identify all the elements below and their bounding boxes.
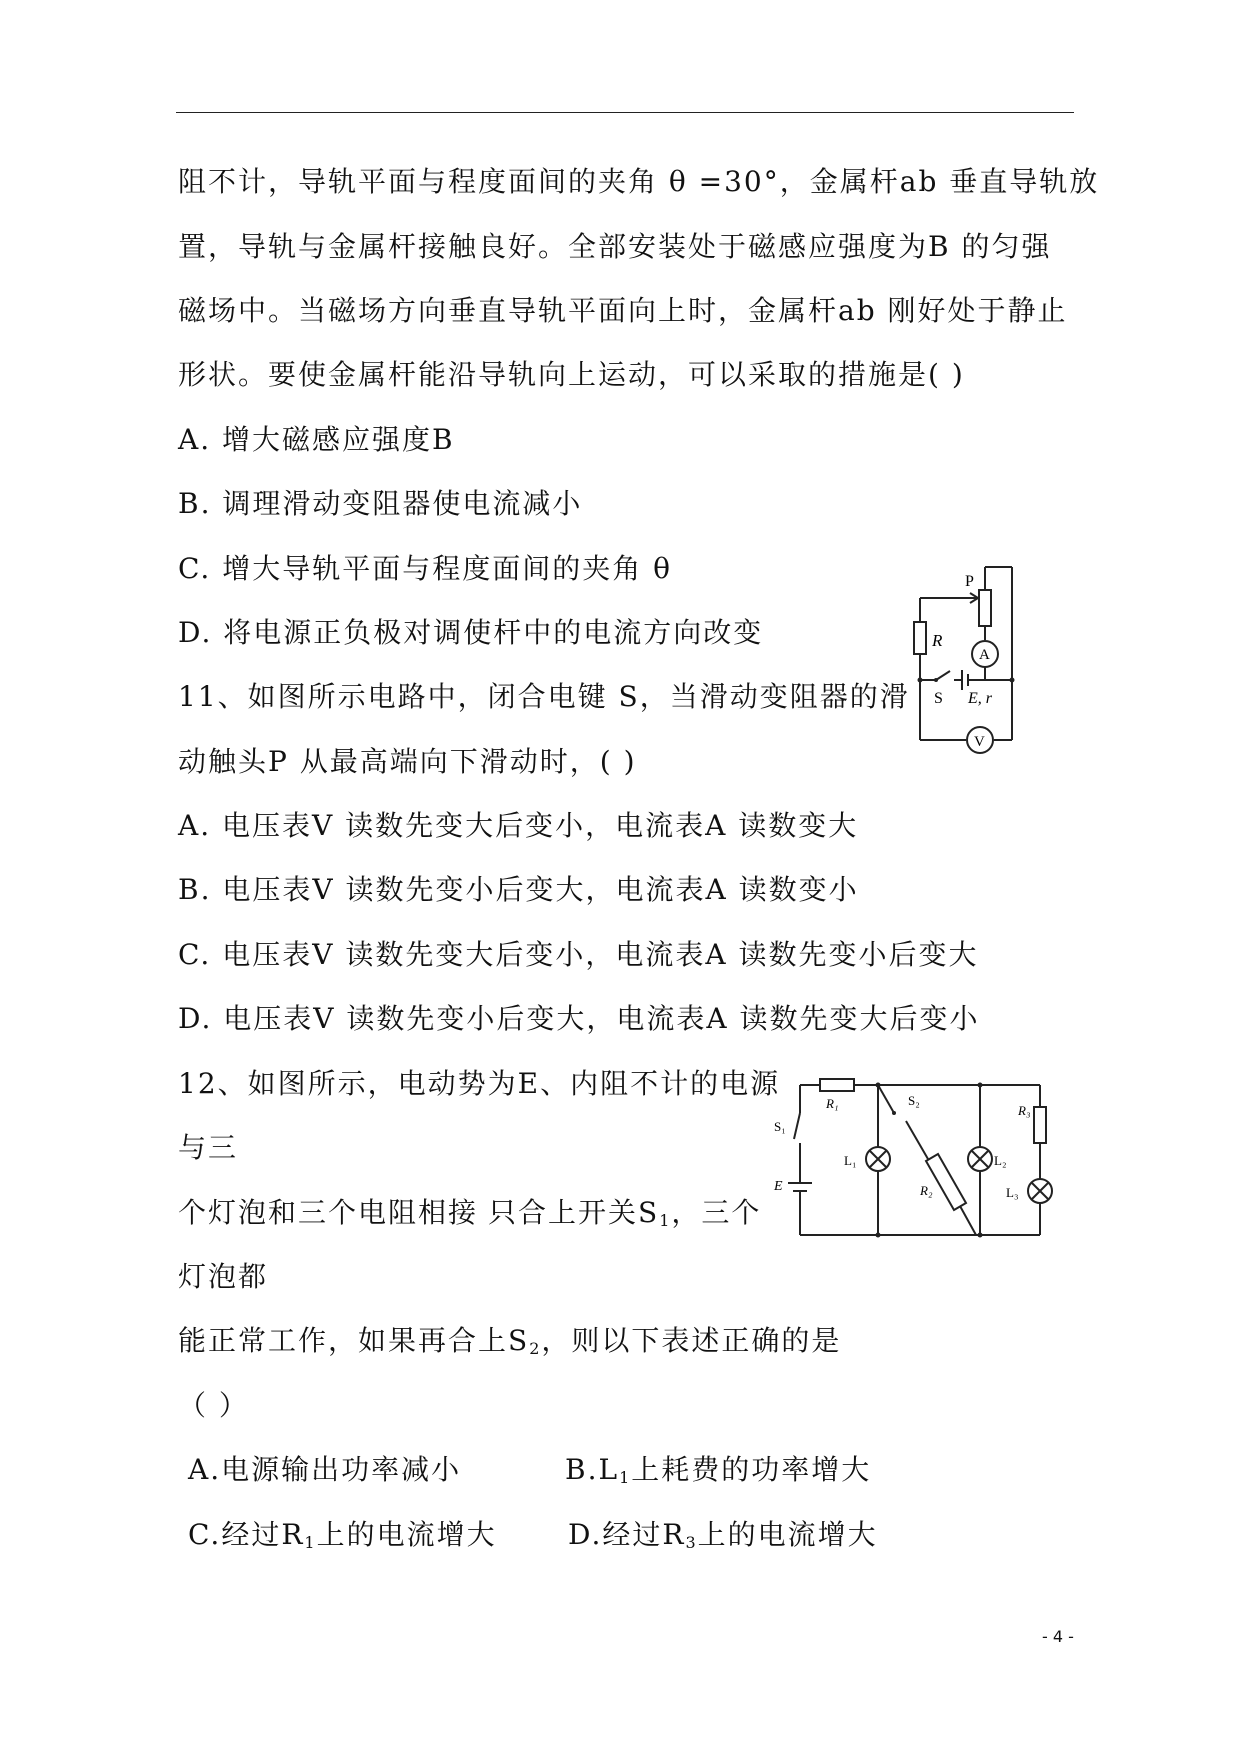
q11-fig-ammeter-label: A	[979, 647, 990, 663]
q12-fig-l3-label: L₃	[1006, 1185, 1019, 1200]
q12-circuit-diagram	[770, 1075, 1070, 1249]
q10-option-d: D. 将电源正负极对调使杆中的电流方向改变	[178, 616, 764, 649]
q12-option-d-text: 上的电流增大	[697, 1518, 878, 1551]
q11-circuit-svg	[910, 560, 1020, 750]
q12-option-d-subscript: 3	[685, 1533, 698, 1552]
q12-line-3-part-3: ，三个	[671, 1196, 762, 1229]
q12-line-3-subscript: 1	[659, 1211, 672, 1230]
q10-option-a: A. 增大磁感应强度B	[178, 423, 455, 456]
q10-line-2: 置，导轨与金属杆接触良好。全部安装处于磁感应强度为B 的匀强	[178, 230, 1052, 263]
q11-option-d: D. 电压表V 读数先变小后变大，电流表A 读数先变大后变小	[178, 1002, 980, 1035]
q12-line-5	[178, 1323, 841, 1367]
q12-option-c-text: 上的电流增大	[316, 1518, 497, 1551]
q12-fig-r3-label: R₃	[1018, 1103, 1031, 1118]
q12-option-c-subscript: 1	[304, 1533, 317, 1552]
q12-line-3-part-2: 只合上开关S	[488, 1196, 660, 1229]
q11-fig-p-label: P	[965, 573, 974, 590]
q11-option-c: C. 电压表V 读数先变大后变小，电流表A 读数先变小后变大	[178, 938, 979, 971]
q11-fig-voltmeter-label: V	[974, 734, 985, 750]
q12-fig-e-label: E	[774, 1179, 783, 1194]
q12-fig-s1-label: S₁	[774, 1119, 786, 1134]
q12-line-5-subscript: 2	[529, 1339, 542, 1358]
q12-fig-r2-label: R₂	[920, 1183, 933, 1198]
q11-fig-r-label: R	[932, 631, 943, 650]
q12-option-a: A.电源输出功率减小	[188, 1453, 462, 1486]
q12-line-2: 与三	[178, 1131, 239, 1164]
q10-line-3: 磁场中。当磁场方向垂直导轨平面向上时，金属杆ab 刚好处于静止	[178, 294, 1068, 327]
q12-option-b-prefix: B.L	[565, 1453, 620, 1486]
q11-option-b: B. 电压表V 读数先变小后变大，电流表A 读数变小	[178, 873, 859, 906]
q10-line-4: 形状。要使金属杆能沿导轨向上运动，可以采取的措施是( )	[178, 358, 965, 391]
q12-fig-r1-label: R₁	[826, 1096, 839, 1111]
q12-fig-l2-label: L₂	[994, 1153, 1007, 1168]
q11-line-1: 11、如图所示电路中，闭合电键 S，当滑动变阻器的滑	[178, 680, 910, 713]
q12-option-c-prefix: C.经过R	[188, 1518, 305, 1551]
q12-line-5-part-1: 能正常工作，如果再合上S	[178, 1324, 530, 1357]
q12-option-b-subscript: 1	[619, 1468, 632, 1487]
q12-option-d-prefix: D.经过R	[568, 1518, 686, 1551]
q12-line-6: （ ）	[178, 1389, 249, 1422]
q12-line-1: 12、如图所示，电动势为E、内阻不计的电源	[178, 1067, 781, 1100]
q12-option-c	[188, 1517, 497, 1561]
q12-option-d	[568, 1517, 878, 1561]
q12-circuit-svg	[770, 1075, 1070, 1245]
q10-option-b: B. 调理滑动变阻器使电流减小	[178, 487, 583, 520]
q11-circuit-diagram	[910, 560, 1020, 750]
page-number: - 4 -	[1042, 1627, 1074, 1646]
q11-line-2: 动触头P 从最高端向下滑动时，( )	[178, 745, 637, 778]
q10-line-1: 阻不计，导轨平面与程度面间的夹角 θ =30°，金属杆ab 垂直导轨放	[178, 165, 1100, 198]
q12-option-b-text: 上耗费的功率增大	[631, 1453, 872, 1486]
header-rule	[176, 112, 1074, 113]
q10-option-c: C. 增大导轨平面与程度面间的夹角 θ	[178, 552, 672, 585]
q12-line-3	[178, 1195, 761, 1239]
q12-option-b	[565, 1452, 871, 1496]
q11-option-a: A. 电压表V 读数先变大后变小，电流表A 读数变大	[178, 809, 859, 842]
q11-fig-s-label: S	[934, 690, 943, 707]
q12-line-5-part-2: ，则以下表述正确的是	[541, 1324, 842, 1357]
q11-fig-er-label: E, r	[968, 690, 992, 707]
q12-line-4: 灯泡都	[178, 1260, 269, 1293]
q12-fig-s2-label: S₂	[908, 1093, 920, 1108]
q12-fig-l1-label: L₁	[844, 1153, 857, 1168]
q12-line-3-part-1: 个灯泡和三个电阻相接	[178, 1196, 479, 1229]
